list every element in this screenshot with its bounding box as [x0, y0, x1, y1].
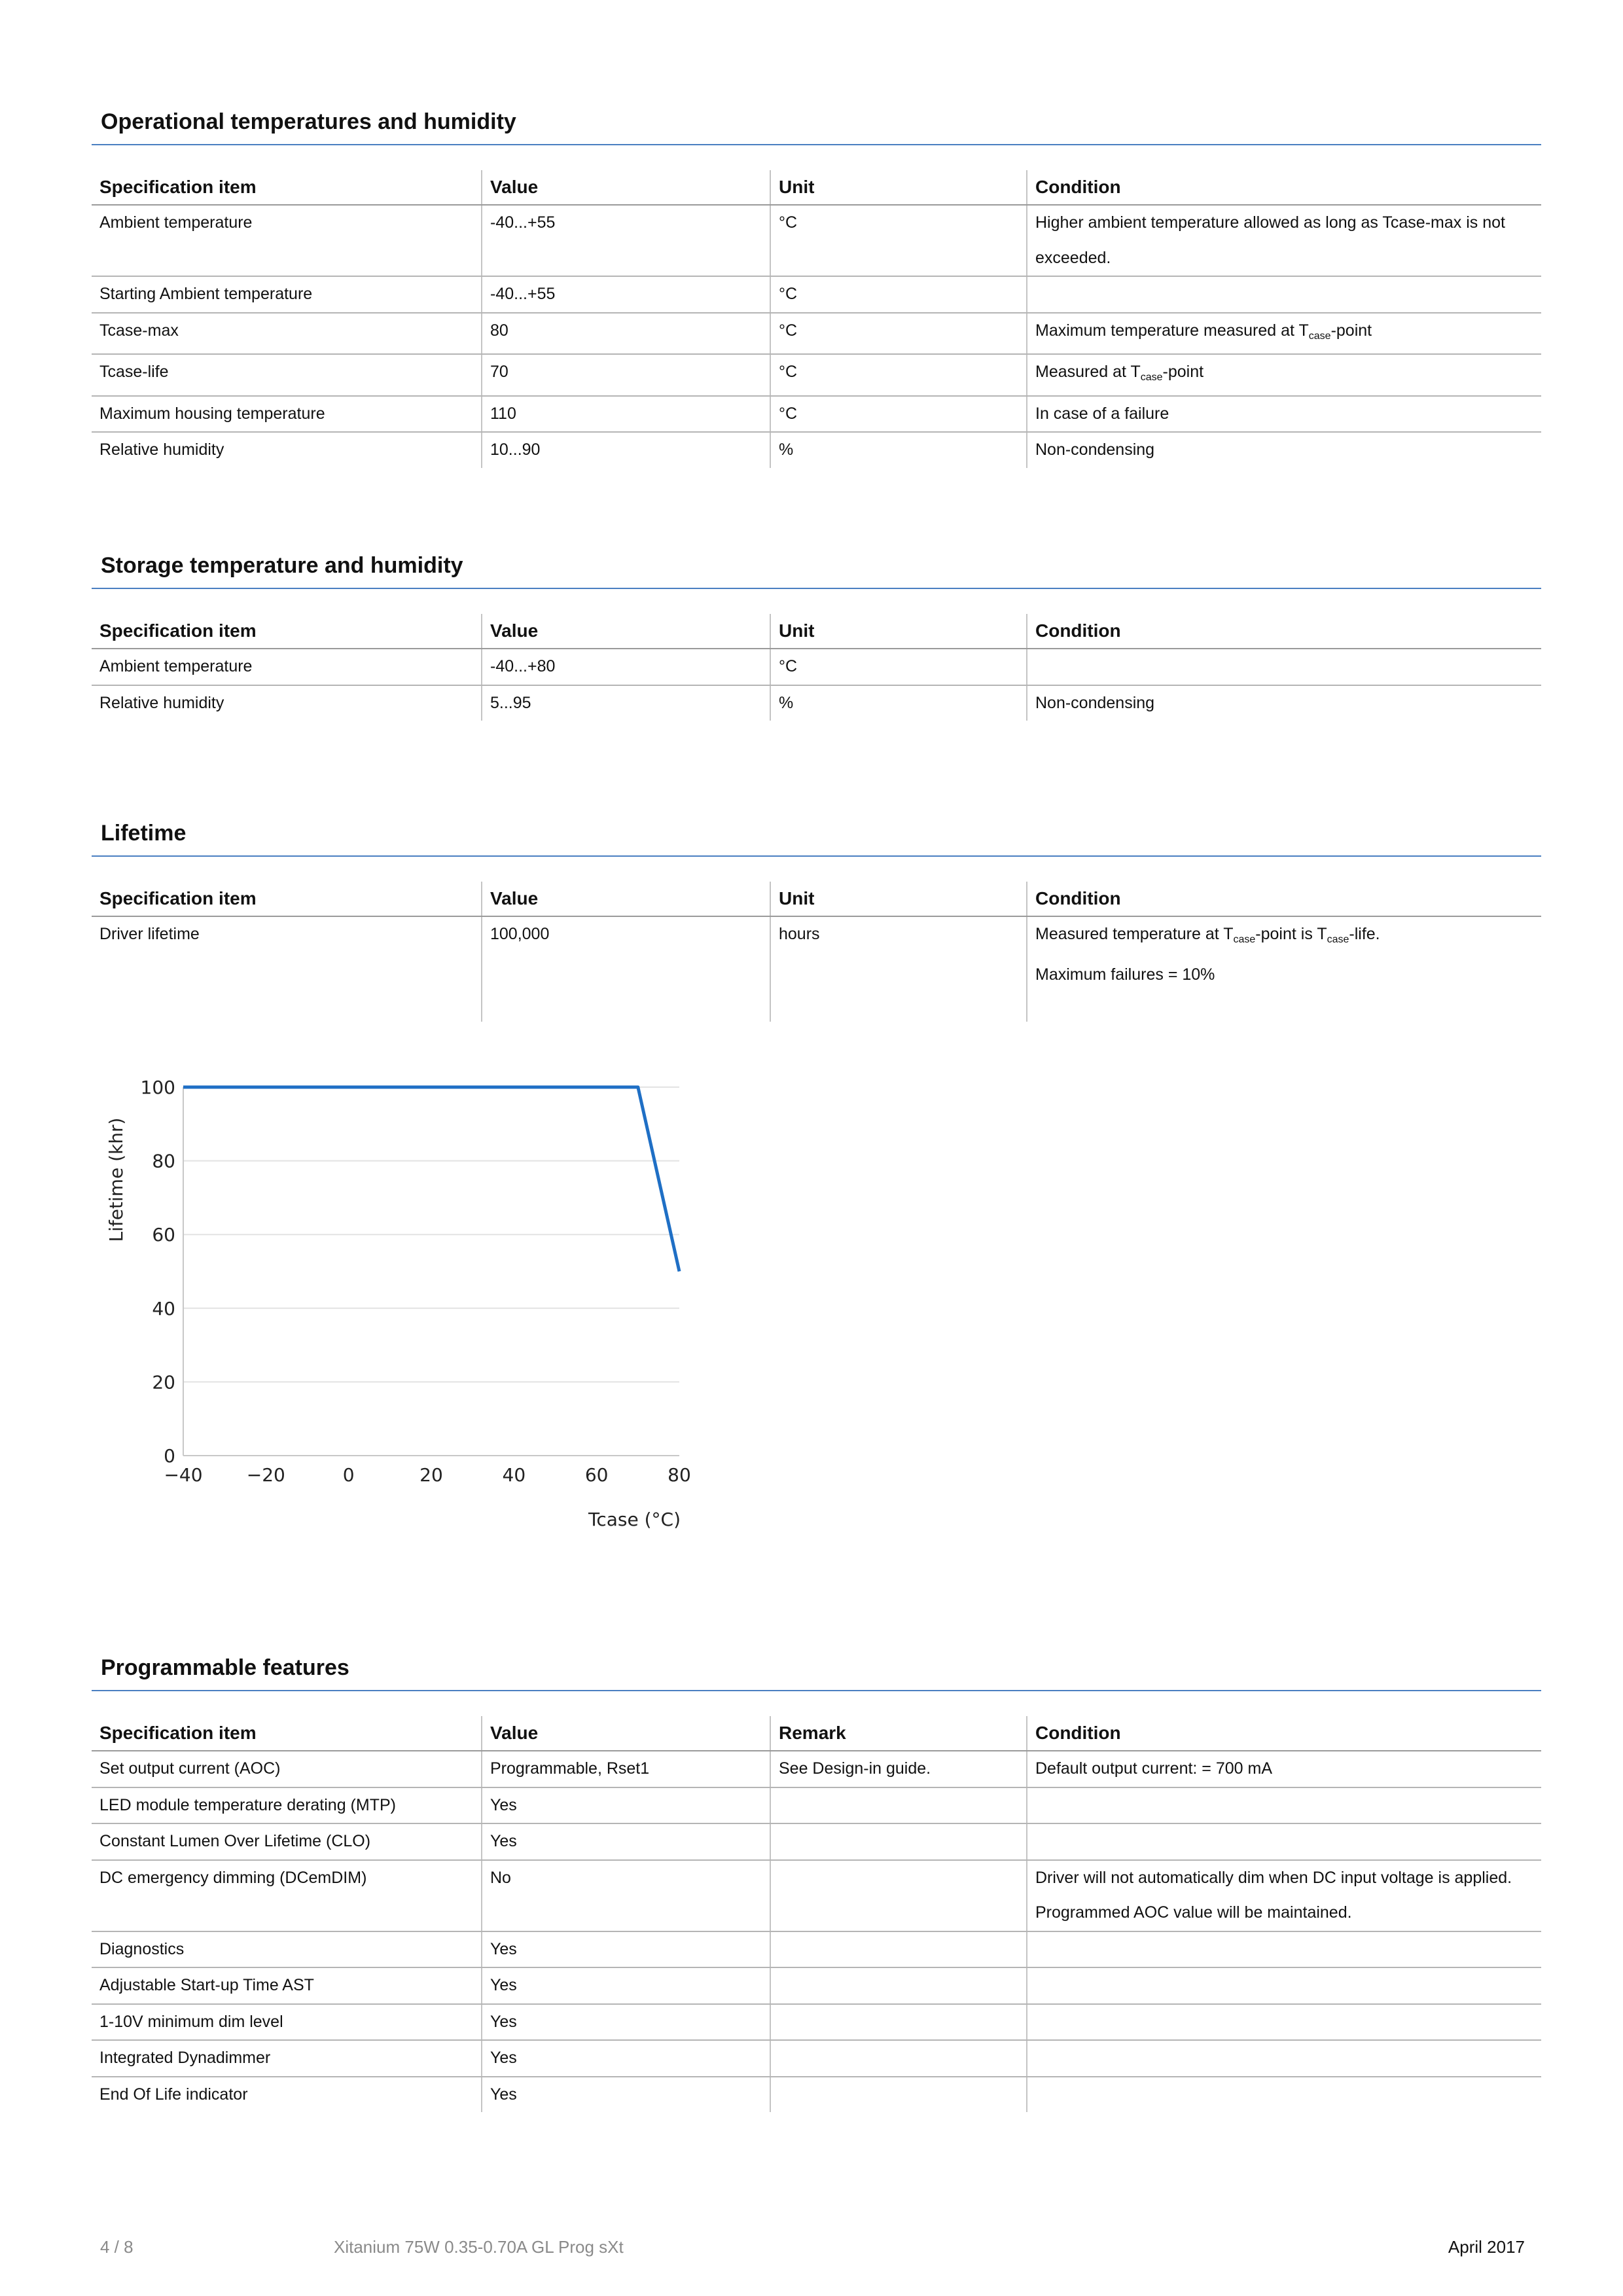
- cell-item: Integrated Dynadimmer: [92, 2040, 482, 2077]
- y-tick-label: 100: [140, 1077, 175, 1098]
- y-tick-label: 40: [152, 1297, 175, 1319]
- cell-condition: [1027, 2040, 1541, 2077]
- cell-value: Yes: [482, 2004, 770, 2041]
- cell-item: Ambient temperature: [92, 205, 482, 276]
- chart-grid: [183, 1087, 679, 1382]
- table-row: [92, 1823, 1541, 1860]
- y-tick-label: 80: [152, 1150, 175, 1172]
- cell-unit: °C: [770, 354, 1027, 396]
- table-row: [92, 649, 1541, 685]
- cell-item: Tcase-max: [92, 313, 482, 355]
- footer-page-number: 4 / 8: [100, 2237, 134, 2257]
- section-title: Programmable features: [101, 1655, 349, 1680]
- table-row: [92, 2077, 1541, 2113]
- header-value: Value: [482, 1716, 770, 1751]
- header-value: Value: [482, 614, 770, 649]
- cell-remark: See Design-in guide.: [770, 1751, 1027, 1787]
- header-value: Value: [482, 170, 770, 205]
- cell-value: 110: [482, 396, 770, 433]
- chart-axes: [183, 1087, 679, 1456]
- table-row: [92, 354, 1541, 396]
- programmable-table: [92, 1716, 1541, 2112]
- cell-unit: %: [770, 685, 1027, 721]
- header-unit: Unit: [770, 882, 1027, 916]
- cell-remark: [770, 2077, 1027, 2113]
- cell-value: 5...95: [482, 685, 770, 721]
- header-condition: Condition: [1027, 882, 1541, 916]
- header-specification-item: Specification item: [92, 170, 482, 205]
- header-condition: Condition: [1027, 614, 1541, 649]
- y-tick-label: 0: [164, 1445, 175, 1467]
- x-tick-label: 40: [502, 1464, 526, 1486]
- cell-item: Adjustable Start-up Time AST: [92, 1967, 482, 2004]
- section-title: Storage temperature and humidity: [101, 553, 463, 578]
- cell-condition: [1027, 1967, 1541, 2004]
- y-tick-label: 20: [152, 1371, 175, 1393]
- cell-value: No: [482, 1860, 770, 1931]
- cell-item: Tcase-life: [92, 354, 482, 396]
- cell-condition: [1027, 276, 1541, 313]
- cell-item: Relative humidity: [99, 693, 224, 712]
- footer-product-name: Xitanium 75W 0.35-0.70A GL Prog sXt: [334, 2237, 624, 2257]
- cell-condition: [1027, 1931, 1541, 1968]
- header-unit: Unit: [770, 170, 1027, 205]
- table-row: [92, 685, 1541, 721]
- cell-item: Starting Ambient temperature: [92, 276, 482, 313]
- cell-condition: In case of a failure: [1027, 396, 1541, 433]
- x-tick-label: −20: [246, 1464, 285, 1486]
- y-axis-label: Lifetime (khr): [105, 1117, 127, 1242]
- cell-item: 1-10V minimum dim level: [92, 2004, 482, 2041]
- header-remark: Remark: [770, 1716, 1027, 1751]
- cell-condition: Driver will not automatically dim when DC input voltage is applied. Programmed AOC value will be maintained.: [1027, 1860, 1541, 1931]
- cell-remark: [770, 1860, 1027, 1931]
- cell-condition: Non-condensing: [1027, 685, 1541, 721]
- lifetime-section: [92, 816, 1541, 1022]
- table-row: [92, 1787, 1541, 1824]
- cell-value: -40...+55: [482, 205, 770, 276]
- cell-remark: [770, 1967, 1027, 2004]
- chart-labels: [105, 1077, 691, 1530]
- section-divider: [92, 855, 1541, 857]
- cell-unit: °C: [770, 649, 1027, 685]
- cell-remark: [770, 1823, 1027, 1860]
- header-value: Value: [482, 882, 770, 916]
- lifetime-chart-svg: [92, 1060, 720, 1558]
- x-tick-label: 60: [584, 1464, 609, 1486]
- cell-value: Yes: [482, 1931, 770, 1968]
- storage-table: [92, 614, 1541, 721]
- cell-value: Yes: [482, 1787, 770, 1824]
- cell-condition: Default output current: = 700 mA: [1027, 1751, 1541, 1787]
- cell-remark: [770, 1787, 1027, 1824]
- cell-condition: Maximum temperature measured at $T_{case}$-point: [1027, 313, 1541, 355]
- lifetime-table: [92, 882, 1541, 1022]
- table-row: [92, 205, 1541, 276]
- header-condition: Condition: [1027, 170, 1541, 205]
- cell-value: Yes: [482, 2040, 770, 2077]
- table-row: [92, 1860, 1541, 1931]
- cell-value: 100,000: [482, 916, 770, 1022]
- cell-condition: [1027, 2004, 1541, 2041]
- cell-value: Yes: [482, 1823, 770, 1860]
- cell-value: -40...+80: [482, 649, 770, 685]
- table-row: [92, 1967, 1541, 2004]
- y-tick-label: 60: [152, 1224, 175, 1246]
- cell-item: Constant Lumen Over Lifetime (CLO): [92, 1823, 482, 1860]
- lifetime-series-line: [183, 1087, 679, 1272]
- table-row: [92, 1751, 1541, 1787]
- table-row: [92, 313, 1541, 355]
- cell-condition: Measured temperature at $T_{case}$-point is $T_{case}$-life. Maximum failures = 10%: [1027, 916, 1541, 1022]
- cell-value: -40...+55: [482, 276, 770, 313]
- cell-condition: Higher ambient temperature allowed as long as Tcase-max is not exceeded.: [1027, 205, 1541, 276]
- cell-condition: Non-condensing: [1027, 432, 1541, 468]
- cell-condition: [1027, 2077, 1541, 2113]
- section-title: Operational temperatures and humidity: [101, 109, 516, 134]
- table-row: [92, 396, 1541, 433]
- section-title: Lifetime: [101, 821, 187, 846]
- cell-item: LED module temperature derating (MTP): [92, 1787, 482, 1824]
- cell-remark: [770, 2004, 1027, 2041]
- operational-section: [92, 105, 1541, 468]
- header-condition: Condition: [1027, 1716, 1541, 1751]
- section-divider: [92, 144, 1541, 145]
- cell-item: Diagnostics: [92, 1931, 482, 1968]
- section-divider: [92, 1690, 1541, 1691]
- cell-value: 80: [482, 313, 770, 355]
- cell-remark: [770, 1931, 1027, 1968]
- header-specification-item: Specification item: [92, 882, 482, 916]
- storage-section: [92, 548, 1541, 721]
- cell-item: Set output current (AOC): [92, 1751, 482, 1787]
- table-row: [92, 432, 1541, 468]
- x-axis-label: Tcase (°C): [588, 1509, 681, 1530]
- x-tick-label: 80: [668, 1464, 691, 1486]
- cell-condition: [1027, 1823, 1541, 1860]
- cell-value: 10...90: [482, 432, 770, 468]
- table-row: [92, 1931, 1541, 1968]
- cell-condition: [1027, 1787, 1541, 1824]
- cell-remark: [770, 2040, 1027, 2077]
- cell-item: Driver lifetime: [99, 925, 200, 943]
- x-tick-label: 20: [419, 1464, 443, 1486]
- cell-unit: °C: [770, 313, 1027, 355]
- programmable-section: [92, 1651, 1541, 2112]
- cell-unit: °C: [770, 396, 1027, 433]
- table-row: [92, 916, 1541, 1022]
- cell-value: 70: [482, 354, 770, 396]
- cell-unit: °C: [770, 276, 1027, 313]
- operational-table: [92, 170, 1541, 468]
- section-divider: [92, 588, 1541, 589]
- x-tick-label: 0: [342, 1464, 355, 1486]
- header-unit: Unit: [770, 614, 1027, 649]
- cell-value: Yes: [482, 1967, 770, 2004]
- table-header-row: [92, 614, 1541, 649]
- cell-unit: °C: [770, 205, 1027, 276]
- table-header-row: [92, 1716, 1541, 1751]
- table-row: [92, 2040, 1541, 2077]
- header-specification-item: Specification item: [92, 1716, 482, 1751]
- table-row: [92, 276, 1541, 313]
- cell-condition: Measured at $T_{case}$-point: [1027, 354, 1541, 396]
- cell-item: Ambient temperature: [92, 649, 482, 685]
- table-row: [92, 2004, 1541, 2041]
- cell-value: Yes: [482, 2077, 770, 2113]
- cell-unit: hours: [770, 916, 1027, 1022]
- cell-condition: [1027, 649, 1541, 685]
- header-specification-item: Specification item: [92, 614, 482, 649]
- cell-value: Programmable, Rset1: [482, 1751, 770, 1787]
- cell-item: Maximum housing temperature: [92, 396, 482, 433]
- footer-date: April 2017: [1448, 2237, 1525, 2257]
- cell-item: Relative humidity: [99, 440, 224, 459]
- x-tick-label: −40: [164, 1464, 203, 1486]
- cell-item: DC emergency dimming (DCemDIM): [92, 1860, 482, 1931]
- table-header-row: [92, 170, 1541, 205]
- cell-item: End Of Life indicator: [99, 2085, 248, 2104]
- cell-unit: %: [770, 432, 1027, 468]
- chart-series: [183, 1087, 679, 1272]
- lifetime-chart: [92, 1060, 720, 1558]
- table-header-row: [92, 882, 1541, 916]
